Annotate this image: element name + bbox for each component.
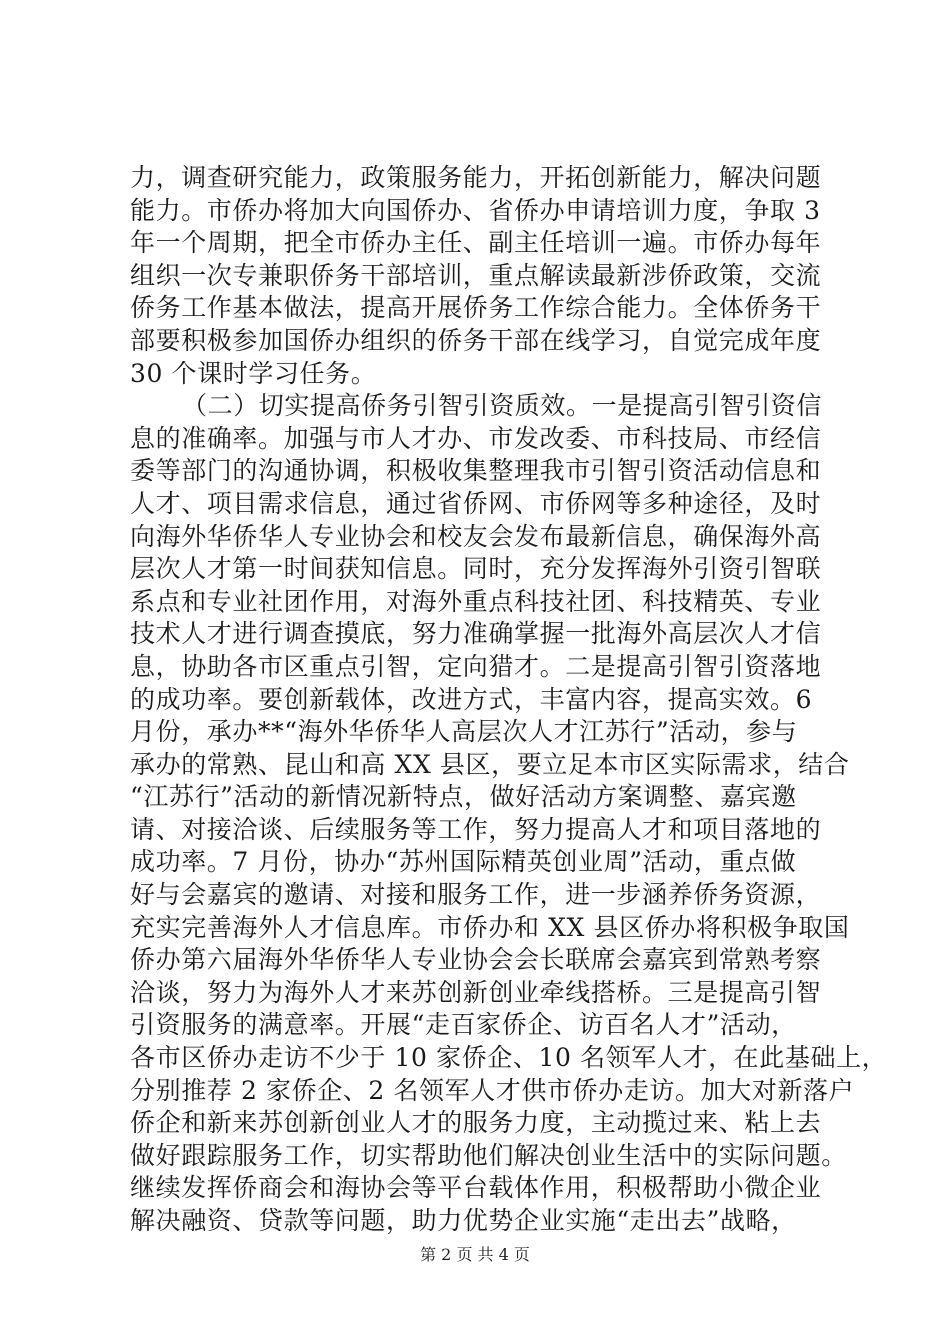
text-line-33: 解决融资、贷款等问题，助力优势企业实施“走出去”战略， <box>130 1206 797 1235</box>
text-line-9: 息的准确率。加强与市人才办、市发改委、市科技局、市经信 <box>130 423 822 453</box>
text-line-1: 力，调查研究能力，政策服务能力，开拓创新能力，解决问题 <box>130 163 822 192</box>
text-line-23: 好与会嘉宾的邀请、对接和服务工作，进一步涵养侨务资源， <box>130 880 822 910</box>
text-line-17: 的成功率。要创新载体，改进方式，丰富内容，提高实效。6 <box>130 684 813 714</box>
text-line-18: 月份，承办**“海外华侨华人高层次人才江苏行”活动，参与 <box>130 717 798 747</box>
text-line-5: 侨务工作基本做法，提高开展侨务工作综合能力。全体侨务干 <box>130 293 822 323</box>
document-body <box>130 162 888 1238</box>
text-line-12: 向海外华侨华人专业协会和校友会发布最新信息，确保海外高 <box>130 521 822 551</box>
text-line-28: 各市区侨办走访不少于 10 家侨企、10 名领军人才，在此基础上， <box>130 1043 888 1073</box>
text-line-31: 做好跟踪服务工作，切实帮助他们解决创业生活中的实际问题。 <box>130 1140 847 1170</box>
text-line-24: 充实完善海外人才信息库。市侨办和 XX 县区侨办将积极争取国 <box>130 912 850 942</box>
text-line-13: 层次人才第一时间获知信息。同时，充分发挥海外引资引智联 <box>130 554 822 584</box>
text-line-30: 侨企和新来苏创新创业人才的服务力度，主动揽过来、粘上去 <box>130 1108 822 1138</box>
text-line-19: 承办的常熟、昆山和高 XX 县区，要立足本市区实际需求，结合 <box>130 749 850 779</box>
text-line-16: 息，协助各市区重点引智，定向猎才。二是提高引智引资落地 <box>130 651 822 681</box>
text-line-2: 能力。市侨办将加大向国侨办、省侨办申请培训力度，争取 3 <box>130 195 821 225</box>
text-line-32: 继续发挥侨商会和海协会等平台载体作用，积极帮助小微企业 <box>130 1173 822 1203</box>
text-line-29: 分别推荐 2 家侨企、2 名领军人才供市侨办走访。加大对新落户 <box>130 1075 855 1105</box>
text-line-20: “江苏行”活动的新情况新特点，做好活动方案调整、嘉宾邀 <box>130 782 797 812</box>
text-line-3: 年一个周期，把全市侨办主任、副主任培训一遍。市侨办每年 <box>130 228 822 258</box>
text-line-6: 部要积极参加国侨办组织的侨务干部在线学习，自觉完成年度 <box>130 325 822 355</box>
text-line-8: （二）切实提高侨务引智引资质效。一是提高引智引资信 <box>182 391 823 421</box>
text-line-4: 组织一次专兼职侨务干部培训，重点解读最新涉侨政策，交流 <box>130 260 822 290</box>
text-line-25: 侨办第六届海外华侨华人专业协会会长联席会嘉宾到常熟考察 <box>130 945 822 975</box>
text-line-14: 系点和专业社团作用，对海外重点科技社团、科技精英、专业 <box>130 586 822 616</box>
text-line-15: 技术人才进行调查摸底，努力准确掌握一批海外高层次人才信 <box>130 619 822 649</box>
text-line-27: 引资服务的满意率。开展“走百家侨企、访百名人才”活动， <box>130 1010 797 1040</box>
text-line-7: 30 个课时学习任务。 <box>130 358 377 388</box>
text-line-22: 成功率。7 月份，协办“苏州国际精英创业周”活动，重点做 <box>130 847 797 877</box>
page-number-footer: 第 2 页 共 4 页 <box>420 1245 530 1264</box>
text-line-21: 请、对接洽谈、后续服务等工作，努力提高人才和项目落地的 <box>130 814 822 844</box>
text-line-10: 委等部门的沟通协调，积极收集整理我市引智引资活动信息和 <box>130 456 822 486</box>
text-line-26: 洽谈，努力为海外人才来苏创新创业牵线搭桥。三是提高引智 <box>130 977 822 1007</box>
text-line-11: 人才、项目需求信息，通过省侨网、市侨网等多种途径，及时 <box>130 488 822 518</box>
